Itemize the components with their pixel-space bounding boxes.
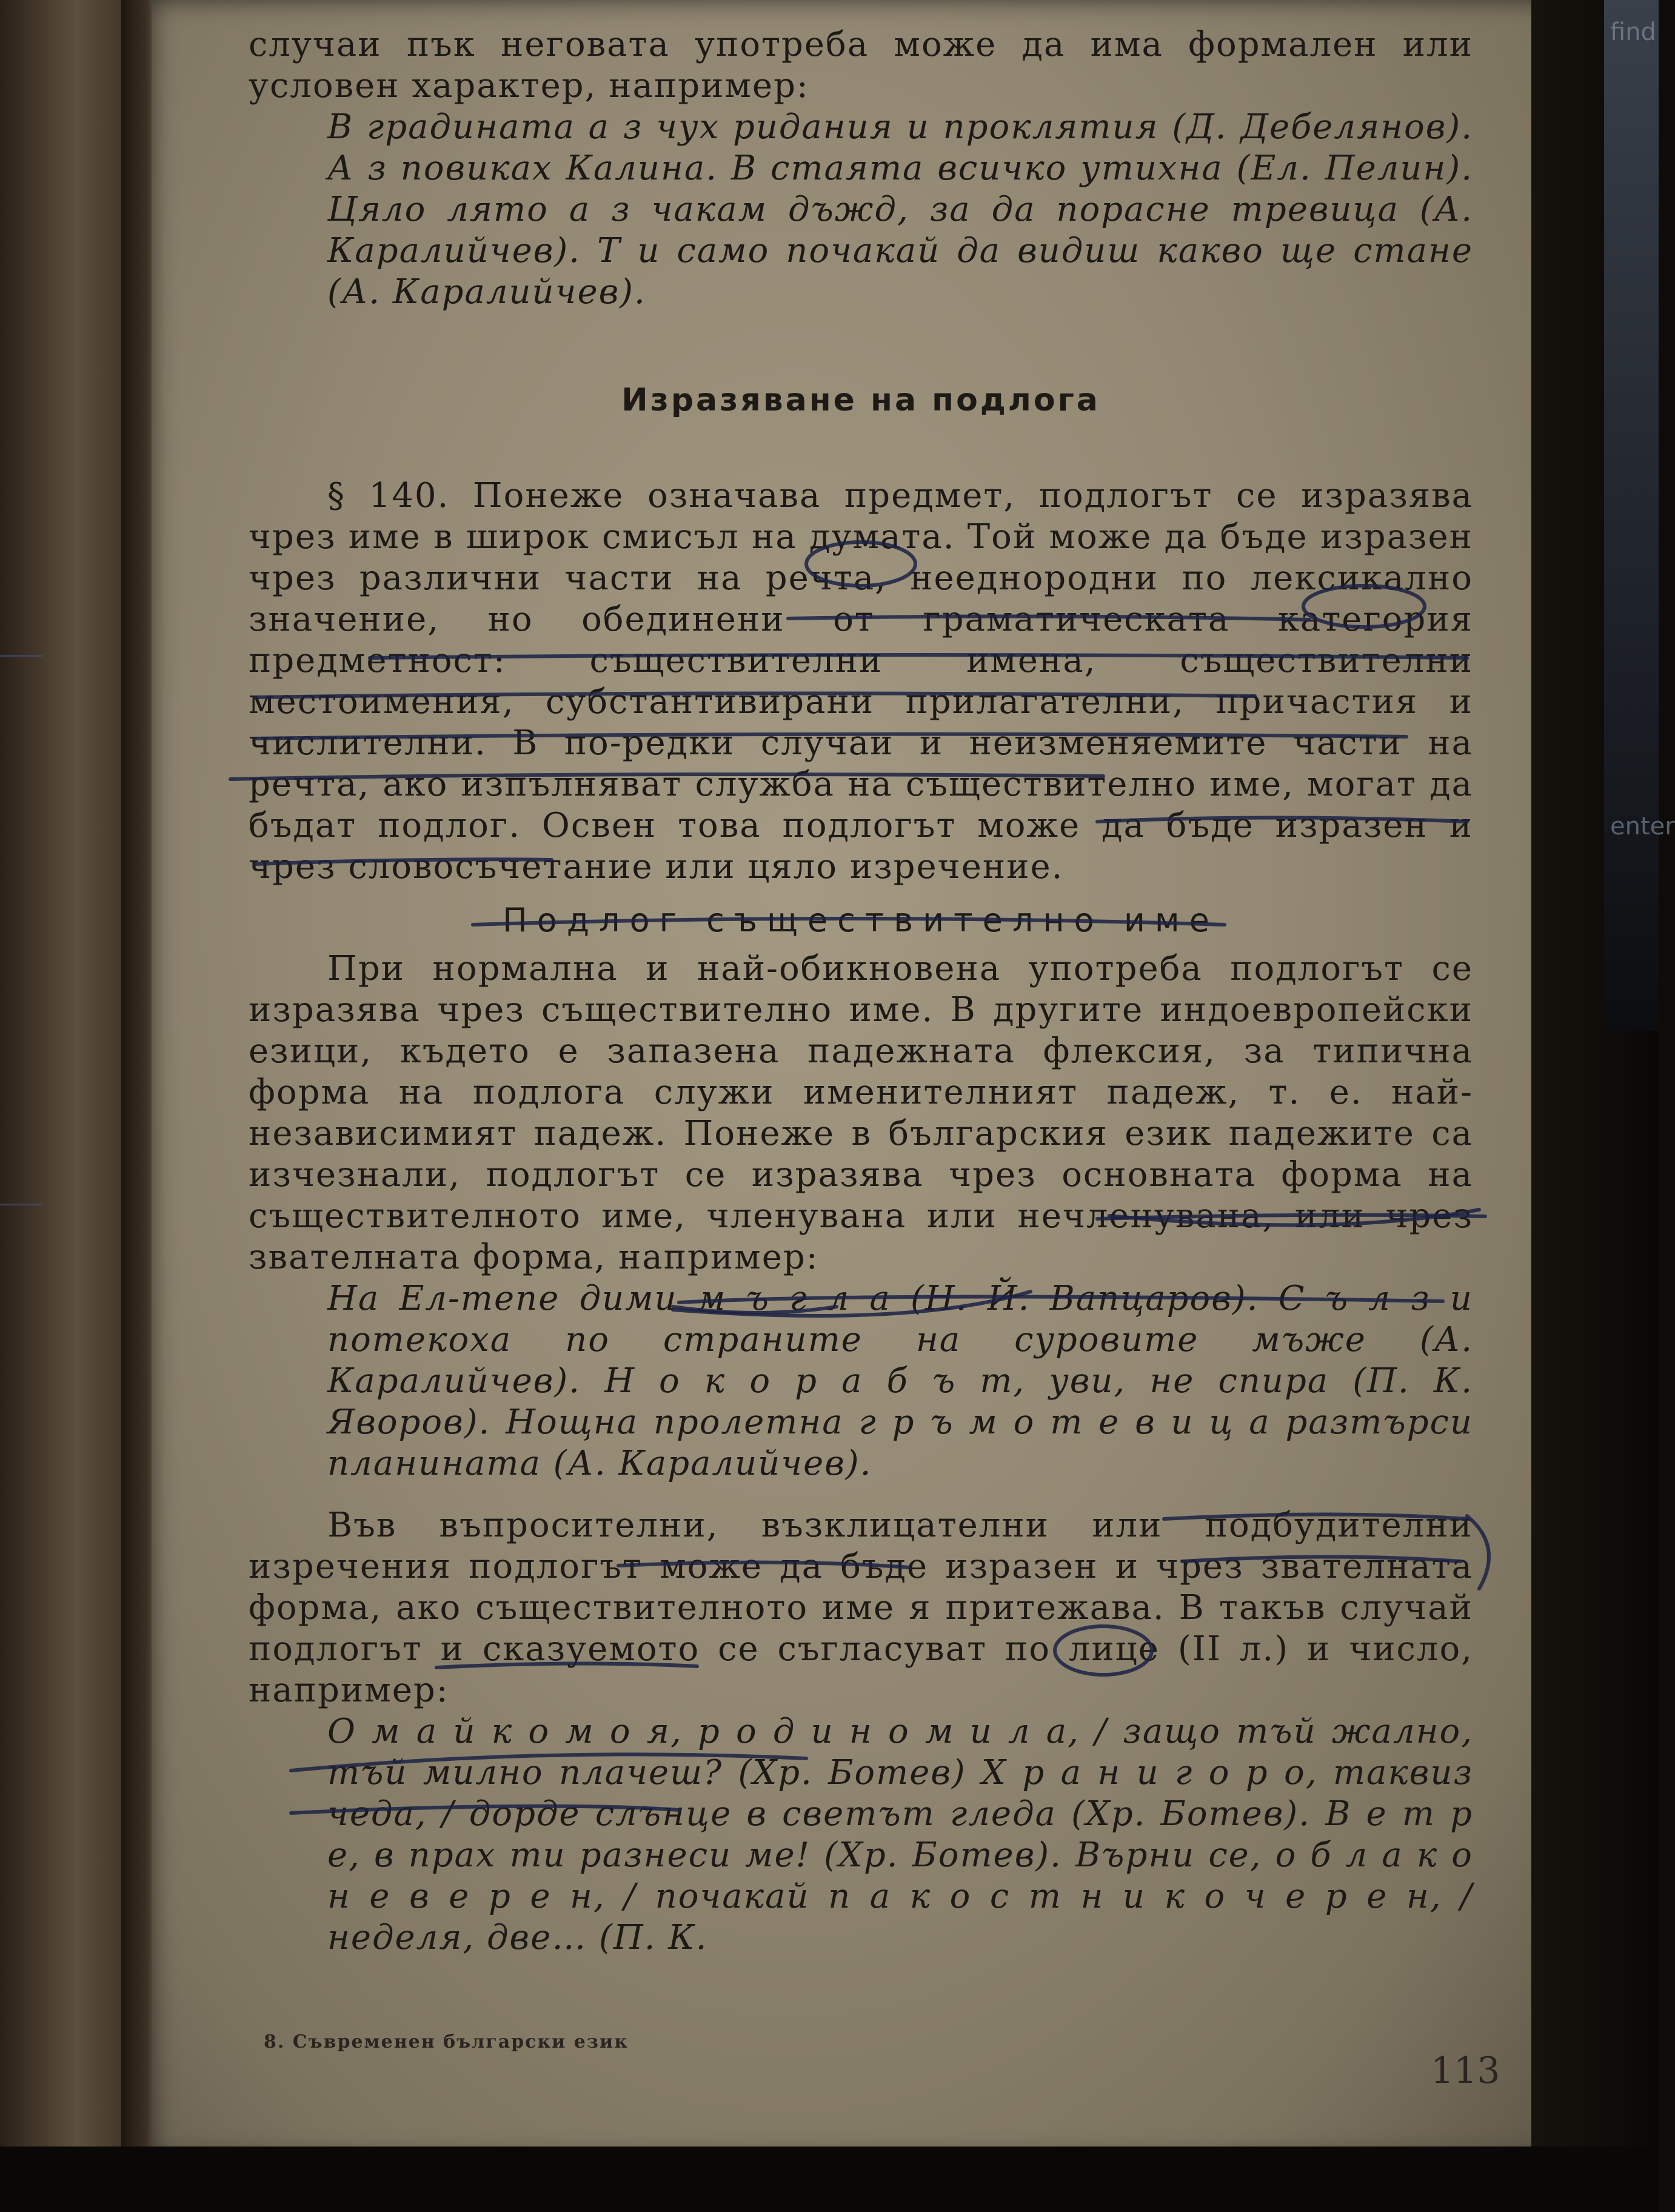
paragraph-vocative: Във въпросителни, възклицателни или подбудителни изречения подлогът може да бъде изразен и чрез звателната форма, ако съществителното име я притежава. В такъв случай подлогът и сказуемото се съгласуват по лице (II л.) и число, например: (249, 1506, 1473, 1710)
monitor-text-enter: enter (1610, 813, 1675, 840)
monitor-text-find: find (1610, 18, 1656, 46)
facing-page-edge (0, 0, 139, 2212)
background-monitor (1604, 0, 1675, 1031)
example-block-2: На Ел-тепе дими м ъ г л а (Н. Й. Вапцаров). С ъ л з и потекоха по страните на суровите мъже (А. Каралийчев). Н о к о р а б ъ т, уви, не спира (П. К. Яворов). Нощна пролетна г р ъ м о т е в и ц а разтърси планината (А. Каралийчев). (327, 1279, 1473, 1483)
section-heading: Изразяване на подлога (621, 382, 1100, 418)
paragraph-140: § 140. Понеже означава предмет, подлогът се изразява чрез име в широк смисъл на думата. Той може да бъде изразен чрез различни части на речта, нееднородни по лексикално значение, но обединени от граматическата категория предметност: съществителни имена, съществителни местоимения, субстантивирани прилагателни, причастия и числителни. В по-редки случаи и неизменяемите части на речта, ако изпълняват служба на съществително име, могат да бъдат подлог. Освен това подлогът може да бъде изразен и чрез словосъчетание или цяло изречение. (249, 476, 1473, 886)
subsection-heading: Подлог съществително име (503, 901, 1219, 939)
paragraph-noun-subject: При нормална и най-обикновена употреба подлогът се изразява чрез съществително име. В другите индоевропейски езици, където е запазена падежната флексия, за типична форма на подлога служи именителният падеж, т. е. най-независимият падеж. Понеже в българския език падежите са изчезнали, подлогът се изразява чрез основната форма на съществителното име, членувана или нечленувана, или чрез звателната форма, например: (249, 949, 1473, 1277)
footer-signature: 8. Съвременен български език (264, 2031, 629, 2053)
facing-page-mark (0, 1204, 42, 1205)
intro-paragraph: случаи пък неговата употреба може да има формален или условен характер, например: (249, 25, 1473, 106)
facing-page-mark (0, 655, 42, 657)
table-surface (0, 2147, 1659, 2212)
page-number: 113 (1431, 2049, 1500, 2092)
example-block-1: В градината а з чух ридания и проклятия (Д. Дебелянов). А з повиках Калина. В стаята всичко утихна (Ел. Пелин). Цяло лято а з чакам дъжд, за да порасне тревица (А. Каралийчев). Т и само почакай да видиш какво ще стане (А. Каралийчев). (327, 107, 1473, 312)
page-text (249, 24, 1473, 1959)
example-block-3: О м а й к о м о я, р о д и н о м и л а, / защо тъй жално, тъй милно плачеш? (Хр. Ботев) Х р а н и г о р о, таквиз чеда, / дорде слънце в светът гледа (Хр. Ботев). В е т р е, в прах ти разнеси ме! (Хр. Ботев). Върни се, о б л а к о н е в е р е н, / почакай п а к о с т н и к о ч е р е н, / неделя, две… (П. К. (327, 1712, 1473, 1957)
